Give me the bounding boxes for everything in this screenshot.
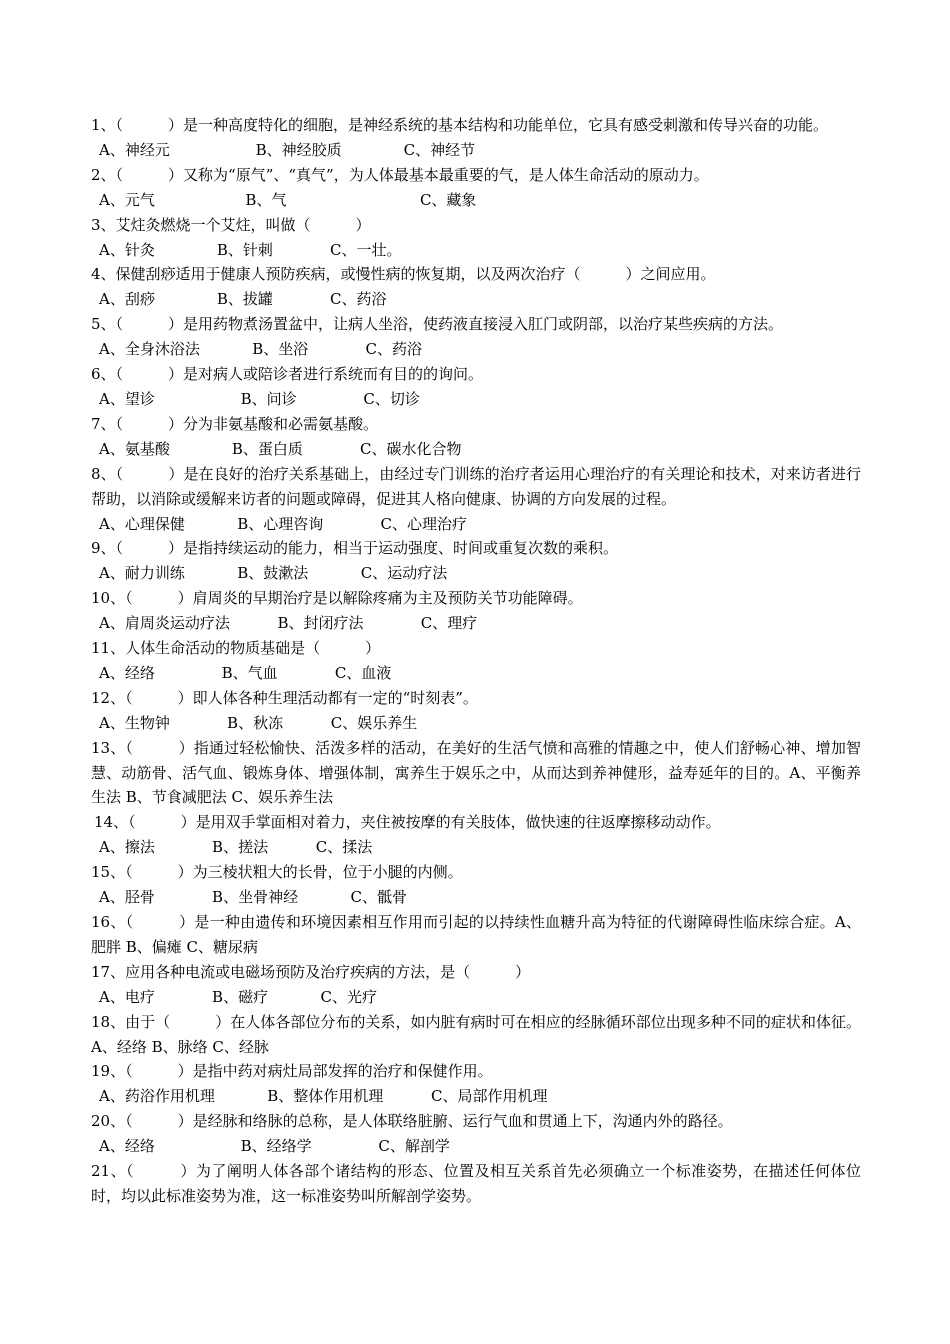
- question-stem: 19、（ ）是指中药对病灶局部发挥的治疗和保健作用。: [91, 1062, 493, 1081]
- question-options: A、生物钟 B、秋冻 C、娱乐养生: [99, 713, 418, 732]
- question-stem: 20、（ ）是经脉和络脉的总称，是人体联络脏腑、运行气血和贯通上下，沟通内外的路径。: [91, 1112, 733, 1131]
- question-options: A、胫骨 B、坐骨神经 C、骶骨: [99, 888, 407, 907]
- question-item: [91, 213, 861, 263]
- question-stem: 21、（ ）为了阐明人体各部个诸结构的形态、位置及相互关系首先必须确立一个标准姿势，在描述任何体位时，均以此标准姿势为准，这一标准姿势叫所解剖学姿势。: [91, 1162, 861, 1205]
- question-stem: 10、（ ）肩周炎的早期治疗是以解除疼痛为主及预防关节功能障碍。: [91, 589, 583, 608]
- question-stem: 5、（ ）是用药物煮汤置盆中，让病人坐浴，使药液直接浸入肛门或阴部，以治疗某些疾病的方法。: [91, 315, 784, 334]
- question-options: A、针灸 B、针刺 C、一壮。: [99, 240, 402, 259]
- question-stem: 8、（ ）是在良好的治疗关系基础上，由经过专门训练的治疗者运用心理治疗的有关理论和技术，对来访者进行帮助，以消除或缓解来访者的问题或障碍，促进其人格向健康、协调的方向发展的过程。: [91, 464, 861, 508]
- question-item: [91, 1010, 861, 1060]
- question-item: [91, 163, 861, 213]
- question-options: A、氨基酸 B、蛋白质 C、碳水化合物: [99, 439, 462, 458]
- question-list: [91, 113, 861, 1209]
- question-stem: 11、人体生命活动的物质基础是（ ）: [91, 639, 381, 658]
- question-item: [91, 312, 861, 362]
- question-item: [91, 860, 861, 910]
- question-stem: 7、（ ）分为非氨基酸和必需氨基酸。: [91, 414, 379, 433]
- question-options: A、元气 B、气 C、藏象: [99, 190, 477, 209]
- question-stem: 17、应用各种电流或电磁场预防及治疗疾病的方法，是（ ）: [91, 962, 531, 981]
- question-options: A、神经元 B、神经胶质 C、神经节: [99, 140, 476, 159]
- question-stem: 4、保健刮痧适用于健康人预防疾病，或慢性病的恢复期，以及两次治疗（ ）之间应用。: [91, 265, 716, 284]
- question-item: [91, 262, 861, 312]
- question-item: [91, 910, 861, 960]
- question-stem: 13、（ ）指通过轻松愉快、活泼多样的活动，在美好的生活气愤和高雅的情趣之中，使人们舒畅心神、增加智慧、动筋骨、活气血、锻炼身体、增强体制，寓养生于娱乐之中，从而达到养神健形，益寿延年的目的。A、平衡养生法 B、节食减肥法 C、娱乐养生法: [91, 738, 861, 807]
- question-stem: 14、（ ）是用双手掌面相对着力，夹住被按摩的有关肢体，做快速的往返摩擦移动动作。: [94, 813, 721, 832]
- question-item: [91, 586, 861, 636]
- question-options: A、心理保健 B、心理咨询 C、心理治疗: [99, 514, 467, 533]
- question-item: [91, 362, 861, 412]
- question-stem: 12、（ ）即人体各种生理活动都有一定的“时刻表”。: [91, 688, 478, 707]
- question-item: [91, 960, 861, 1010]
- question-item: [91, 810, 861, 860]
- question-stem: 16、（ ）是一种由遗传和环境因素相互作用而引起的以持续性血糖升高为特征的代谢障碍性临床综合症。A、肥胖 B、偏瘫 C、糖尿病: [91, 913, 861, 956]
- question-item: [91, 462, 861, 537]
- question-stem: 9、（ ）是指持续运动的能力，相当于运动强度、时间或重复次数的乘积。: [91, 539, 619, 558]
- question-options: A、刮痧 B、拔罐 C、药浴: [99, 290, 387, 309]
- question-item: [91, 536, 861, 586]
- question-item: [91, 686, 861, 736]
- question-stem: 6、（ ）是对病人或陪诊者进行系统而有目的的询问。: [91, 365, 484, 384]
- question-item: [91, 1109, 861, 1159]
- question-stem: 1、（ ）是一种高度特化的细胞，是神经系统的基本结构和功能单位，它具有感受刺激和传导兴奋的功能。: [91, 116, 829, 134]
- question-options: A、望诊 B、问诊 C、切诊: [99, 389, 420, 408]
- question-options: A、经络 B、气血 C、血液: [99, 663, 392, 682]
- question-options: A、擦法 B、搓法 C、揉法: [99, 838, 373, 857]
- question-item: [91, 1059, 861, 1109]
- question-options: A、肩周炎运动疗法 B、封闭疗法 C、理疗: [99, 614, 478, 633]
- question-item: [91, 636, 861, 686]
- question-item: [91, 1159, 861, 1209]
- question-options: A、电疗 B、磁疗 C、光疗: [99, 987, 377, 1006]
- question-item: [91, 113, 861, 163]
- question-options: A、全身沐浴法 B、坐浴 C、药浴: [99, 340, 422, 359]
- question-options: A、药浴作用机理 B、整体作用机理 C、局部作用机理: [99, 1087, 548, 1106]
- question-stem: 18、由于（ ）在人体各部位分布的关系，如内脏有病时可在相应的经脉循环部位出现多种不同的症状和体征。A、经络 B、脉络 C、经脉: [91, 1012, 861, 1056]
- question-options: A、经络 B、经络学 C、解剖学: [99, 1137, 450, 1156]
- question-item: [91, 736, 861, 811]
- question-options: A、耐力训练 B、鼓漱法 C、运动疗法: [99, 564, 448, 583]
- question-stem: 15、（ ）为三棱状粗大的长骨，位于小腿的内侧。: [91, 863, 463, 882]
- question-item: [91, 412, 861, 462]
- question-stem: 2、（ ）又称为“原气”、“真气”，为人体最基本最重要的气，是人体生命活动的原动力。: [91, 165, 709, 184]
- question-stem: 3、艾炷灸燃烧一个艾炷，叫做（ ）: [91, 215, 371, 234]
